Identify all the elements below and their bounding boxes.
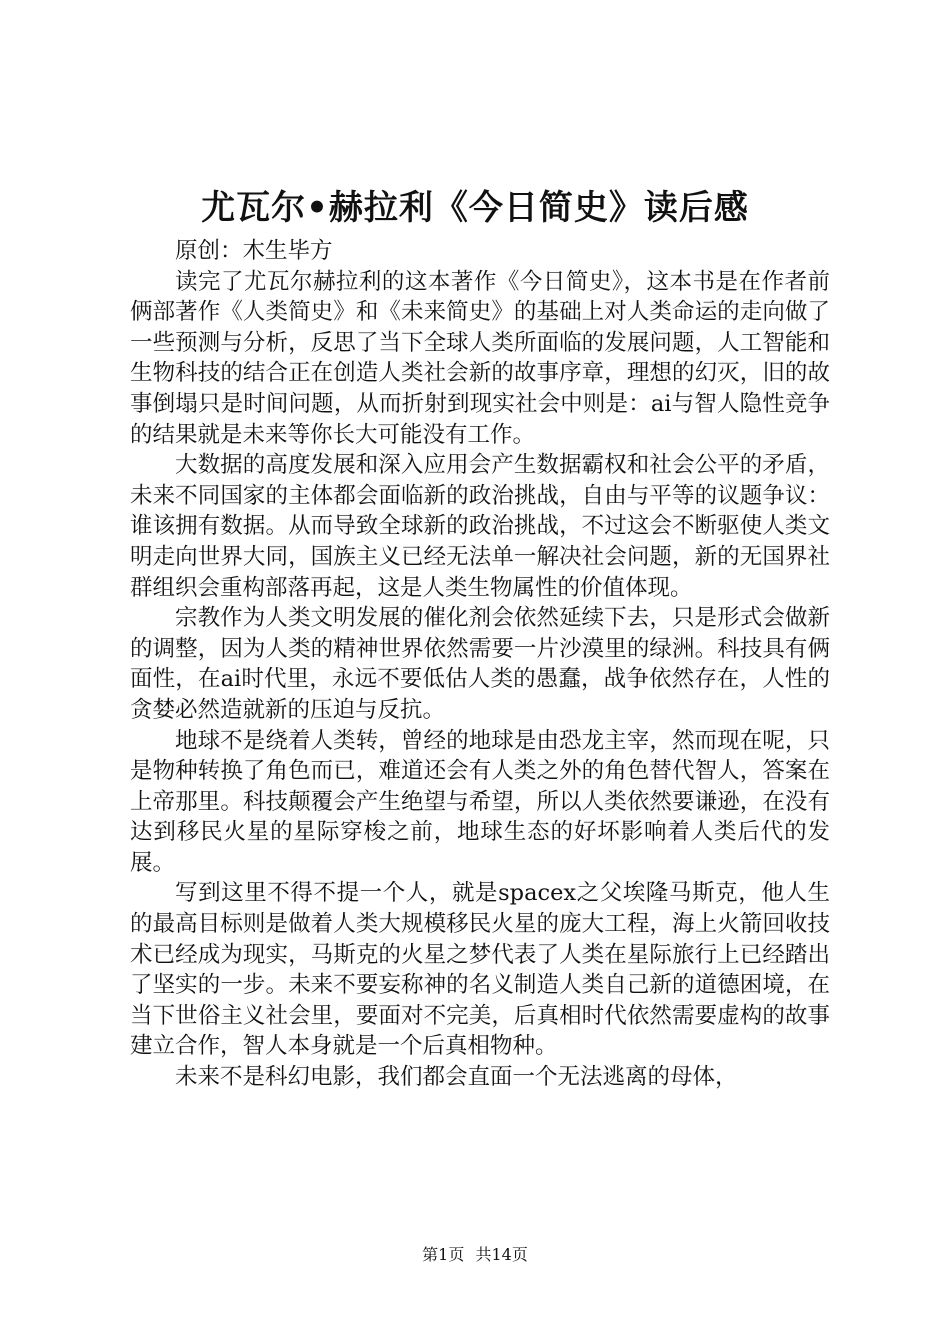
document-title: 尤瓦尔•赫拉利《今日简史》读后感	[201, 188, 749, 228]
paragraph: 写到这里不得不提一个人，就是spacex之父埃隆马斯克，他人生的最高目标则是做着人类大规模移民火星的庞大工程，海上火箭回收技术已经成为现实，马斯克的火星之梦代表了人类在星际旅行上已经踏出了坚实的一步。未来不要妄称神的名义制造人类自己新的道德困境，在当下世俗主义社会里，要面对不完美，后真相时代依然需要虚构的故事建立合作，智人本身就是一个后真相物种。	[130, 880, 830, 1060]
paragraph: 地球不是绕着人类转，曾经的地球是由恐龙主宰，然而现在呢，只是物种转换了角色而已，难道还会有人类之外的角色替代智人，答案在上帝那里。科技颠覆会产生绝望与希望，所以人类依然要谦逊，在没有达到移民火星的星际穿梭之前，地球生态的好坏影响着人类后代的发展。	[130, 727, 830, 876]
document-body	[130, 236, 830, 1093]
paragraph: 读完了尤瓦尔赫拉利的这本著作《今日简史》，这本书是在作者前俩部著作《人类简史》和《未来简史》的基础上对人类命运的走向做了一些预测与分析，反思了当下全球人类所面临的发展问题，人工智能和生物科技的结合正在创造人类社会新的故事序章，理想的幻灭，旧的故事倒塌只是时间问题，从而折射到现实社会中则是：ai与智人隐性竞争的结果就是未来等你长大可能没有工作。	[130, 268, 830, 448]
page-number: 第1页	[422, 1245, 465, 1264]
paragraph: 宗教作为人类文明发展的催化剂会依然延续下去，只是形式会做新的调整，因为人类的精神世界依然需要一片沙漠里的绿洲。科技具有俩面性，在ai时代里，永远不要低估人类的愚蠢，战争依然存在，人性的贪婪必然造就新的压迫与反抗。	[130, 605, 830, 723]
page-footer	[0, 1244, 950, 1266]
paragraph: 未来不是科幻电影，我们都会直面一个无法逃离的母体，	[175, 1064, 738, 1091]
byline: 原创：木生毕方	[175, 238, 333, 264]
paragraph: 大数据的高度发展和深入应用会产生数据霸权和社会公平的矛盾，未来不同国家的主体都会面临新的政治挑战，自由与平等的议题争议：谁该拥有数据。从而导致全球新的政治挑战，不过这会不断驱使人类文明走向世界大同，国族主义已经无法单一解决社会问题，新的无国界社群组织会重构部落再起，这是人类生物属性的价值体现。	[130, 452, 830, 601]
page-total: 共14页	[475, 1245, 528, 1264]
